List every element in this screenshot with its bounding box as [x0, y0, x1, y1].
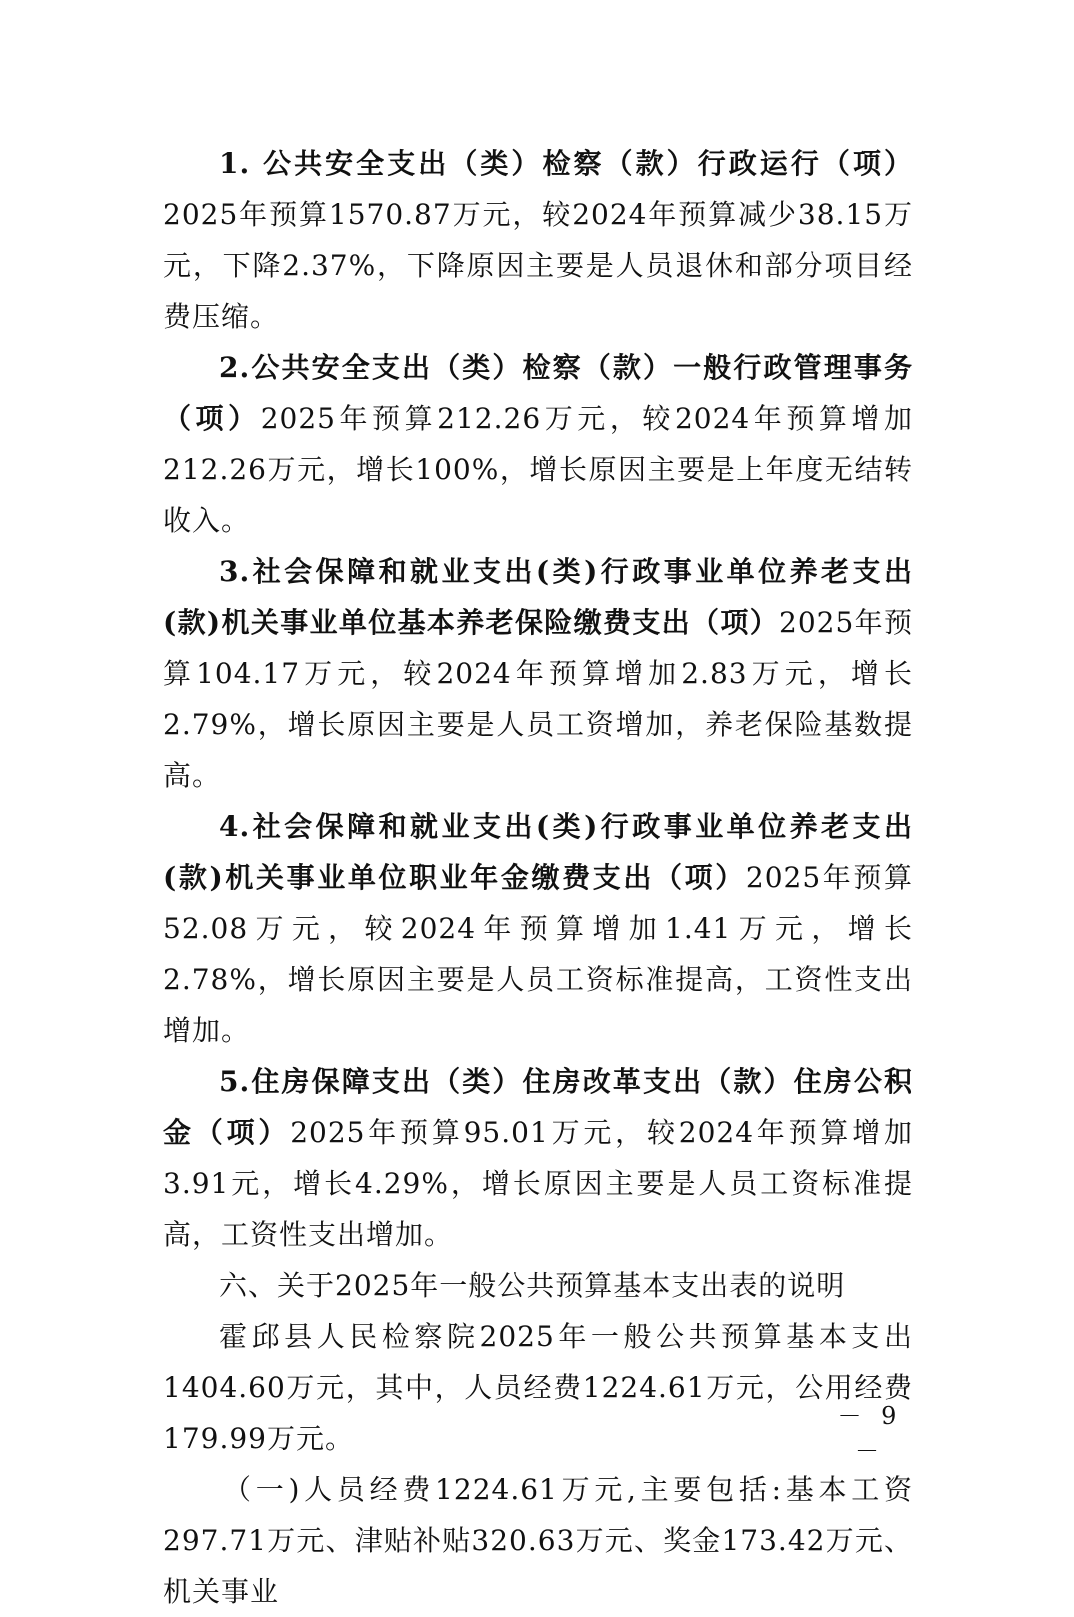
item-3-body: 2025年预算104.17万元，较2024年预算增加2.83万元，增长2.79%，增长原因主要是人员工资增加，养老保险基数提高。: [163, 606, 913, 792]
item-4-title: 4.社会保障和就业支出(类)行政事业单位养老支出(款)机关事业单位职业年金缴费支出（项）: [163, 810, 913, 894]
item-4-paragraph: [163, 801, 913, 1056]
section-body: 霍邱县人民检察院2025年一般公共预算基本支出1404.60万元，其中，人员经费1224.61万元，公用经费179.99万元。: [163, 1320, 913, 1455]
item-2-title: 2.公共安全支出（类）检察（款）一般行政管理事务（项）: [163, 351, 913, 435]
item-4-body: 2025年预算52.08万元，较2024年预算增加1.41万元，增长2.78%，增长原因主要是人员工资标准提高，工资性支出增加。: [163, 861, 914, 1047]
item-1-paragraph: [163, 138, 913, 342]
item-1-title: 1. 公共安全支出（类）检察（款）行政运行（项）: [219, 147, 913, 180]
item-5-body: 2025年预算95.01万元，较2024年预算增加3.91元，增长4.29%，增长原因主要是人员工资标准提高，工资性支出增加。: [163, 1116, 913, 1251]
item-2-paragraph: [163, 342, 913, 546]
item-1-body: 2025年预算1570.87万元，较2024年预算减少38.15万元，下降2.37%，下降原因主要是人员退休和部分项目经费压缩。: [163, 198, 913, 333]
subsection-paragraph: [163, 1464, 913, 1617]
section-heading: 六、关于2025年一般公共预算基本支出表的说明: [219, 1269, 846, 1302]
page-number: － 9 －: [837, 1402, 903, 1465]
item-3-title: 3.社会保障和就业支出(类)行政事业单位养老支出(款)机关事业单位基本养老保险缴费支出（项）: [163, 555, 913, 639]
subsection-title: （一)人员经费1224.61万元,: [223, 1473, 637, 1506]
subsection-body: 主要包括:基本工资297.71万元、津贴补贴320.63万元、奖金173.42万元、机关事业: [163, 1473, 913, 1608]
item-5-title: 5.住房保障支出（类）住房改革支出（款）住房公积金（项）: [163, 1065, 913, 1149]
page-content: [163, 138, 913, 1617]
item-5-paragraph: [163, 1056, 913, 1260]
item-2-body: 2025年预算212.26万元，较2024年预算增加212.26万元，增长100%，增长原因主要是上年度无结转收入。: [163, 402, 913, 537]
item-3-paragraph: [163, 546, 913, 801]
